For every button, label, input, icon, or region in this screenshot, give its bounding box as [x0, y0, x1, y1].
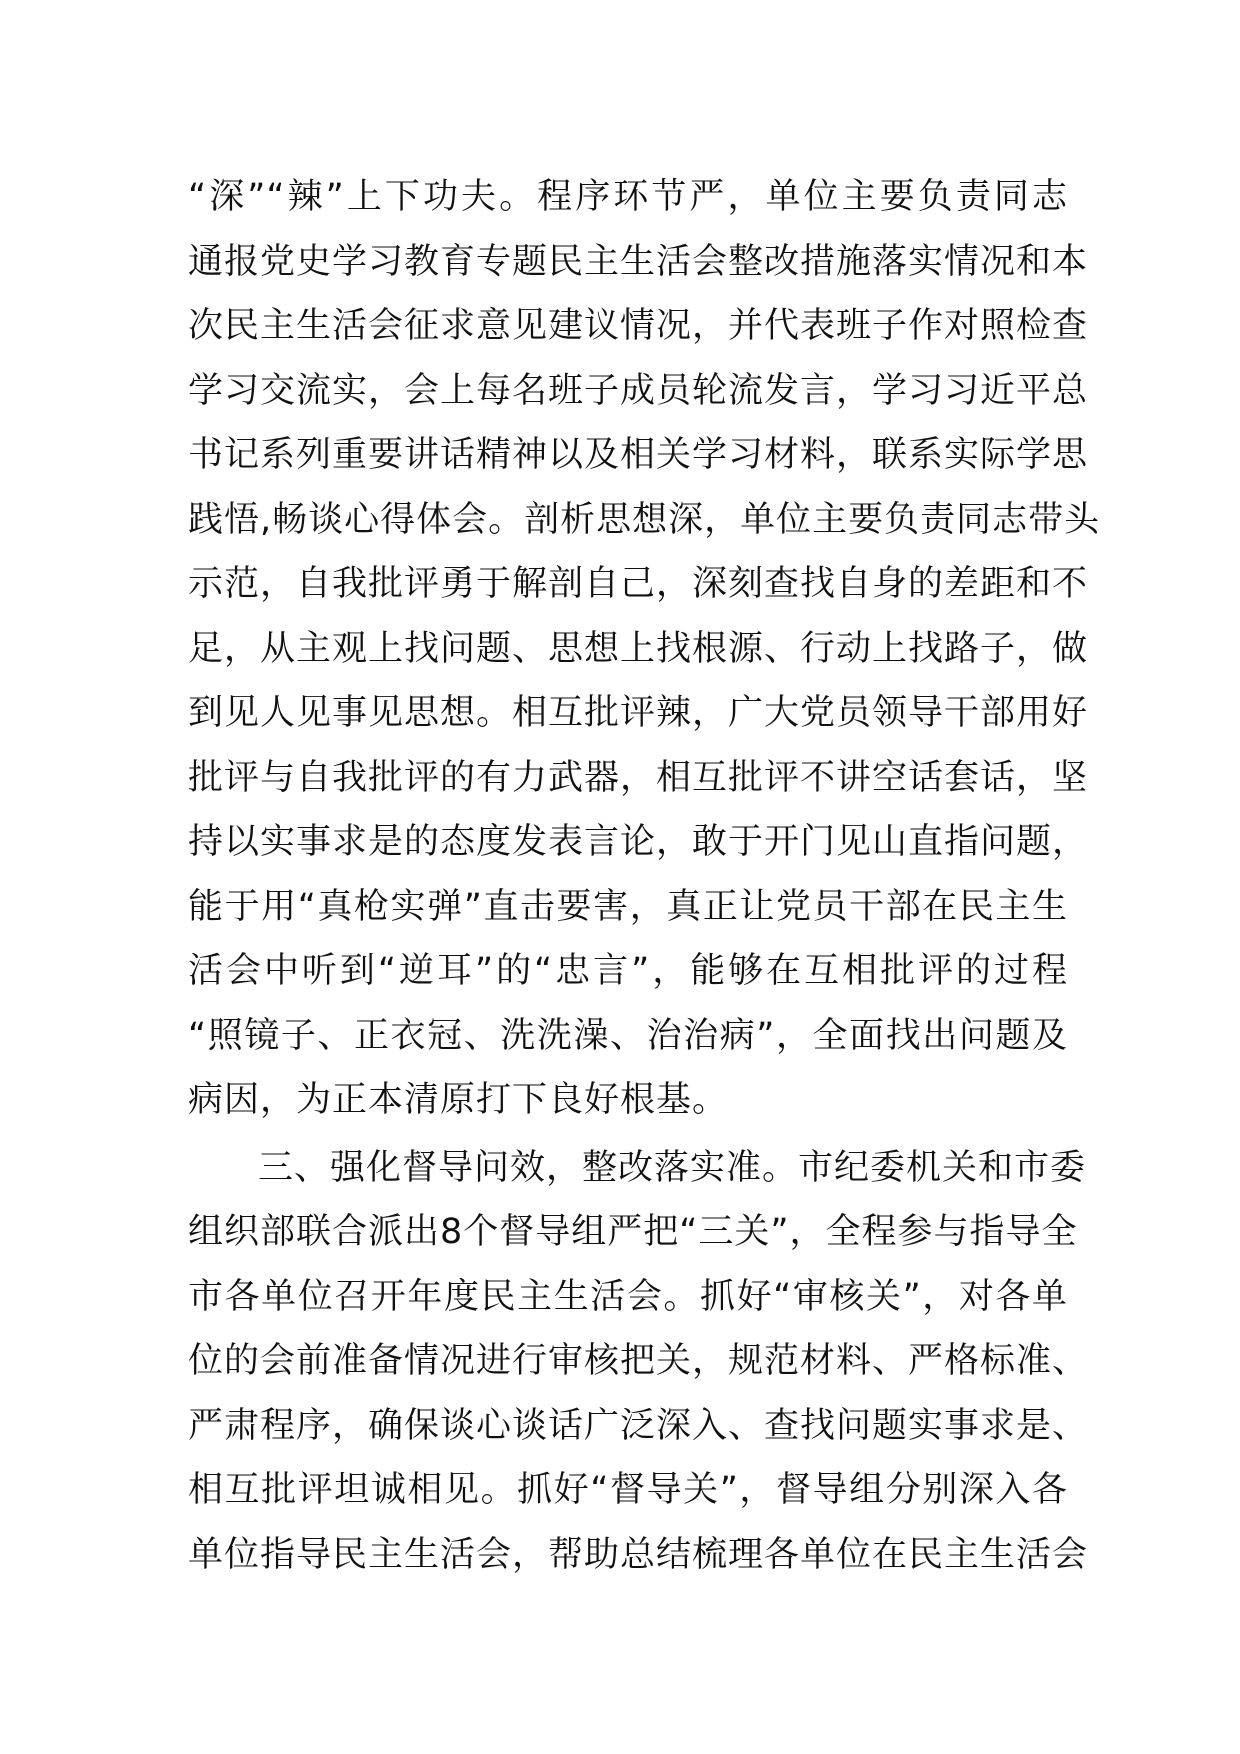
- paragraph-line: 活会中听到“逆耳”的“忠言”，能够在互相批评的过程: [188, 951, 1068, 991]
- paragraph-line: 三、强化督导问效，整改落实准。市纪委机关和市委: [258, 1147, 1087, 1188]
- paragraph-2: [188, 1136, 1089, 1588]
- paragraph-line: 到见人见事见思想。相互批评辣，广大党员领导干部用好: [188, 693, 1089, 733]
- paragraph-line: 组织部联合派出8个督导组严把“三关”，全程参与指导全: [188, 1212, 1078, 1252]
- paragraph-line: “深”“辣”上下功夫。程序环节严，单位主要负责同志: [188, 177, 1068, 217]
- paragraph-line: “照镜子、正衣冠、洗洗澡、治治病”，全面找出问题及: [188, 1015, 1068, 1056]
- paragraph-line: 示范，自我批评勇于解剖自己，深刻查找自身的差距和不: [188, 564, 1089, 604]
- paragraph-line: 持以实事求是的态度发表言论，敢于开门见山直指问题，: [188, 822, 1089, 862]
- paragraph-line: 学习交流实，会上每名班子成员轮流发言，学习习近平总: [188, 370, 1089, 411]
- paragraph-1: [188, 165, 1101, 1133]
- paragraph-line: 书记系列重要讲话精神以及相关学习材料，联系实际学思: [188, 435, 1089, 475]
- paragraph-line: 批评与自我批评的有力武器，相互批评不讲空话套话，坚: [188, 757, 1089, 798]
- paragraph-line: 严肃程序，确保谈心谈话广泛深入、查找问题实事求是、: [188, 1405, 1089, 1446]
- document-body: [188, 165, 1101, 1587]
- paragraph-line: 病因，为正本清原打下良好根基。: [188, 1080, 729, 1120]
- paragraph-line: 足，从主观上找问题、思想上找根源、行动上找路子，做: [188, 628, 1089, 669]
- paragraph-line: 次民主生活会征求意见建议情况，并代表班子作对照检查: [188, 306, 1089, 346]
- paragraph-line: 位的会前准备情况进行审核把关，规范材料、严格标准、: [188, 1341, 1089, 1381]
- paragraph-line: 单位指导民主生活会，帮助总结梳理各单位在民主生活会: [188, 1534, 1089, 1575]
- paragraph-line: 践悟,畅谈心得体会。剖析思想深，单位主要负责同志带头: [188, 499, 1101, 540]
- paragraph-line: 市各单位召开年度民主生活会。抓好“审核关”，对各单: [188, 1276, 1068, 1317]
- paragraph-line: 能于用“真枪实弹”直击要害，真正让党员干部在民主生: [188, 886, 1068, 927]
- paragraph-line: 通报党史学习教育专题民主生活会整改措施落实情况和本: [188, 241, 1089, 282]
- paragraph-line: 相互批评坦诚相见。抓好“督导关”，督导组分别深入各: [188, 1470, 1068, 1510]
